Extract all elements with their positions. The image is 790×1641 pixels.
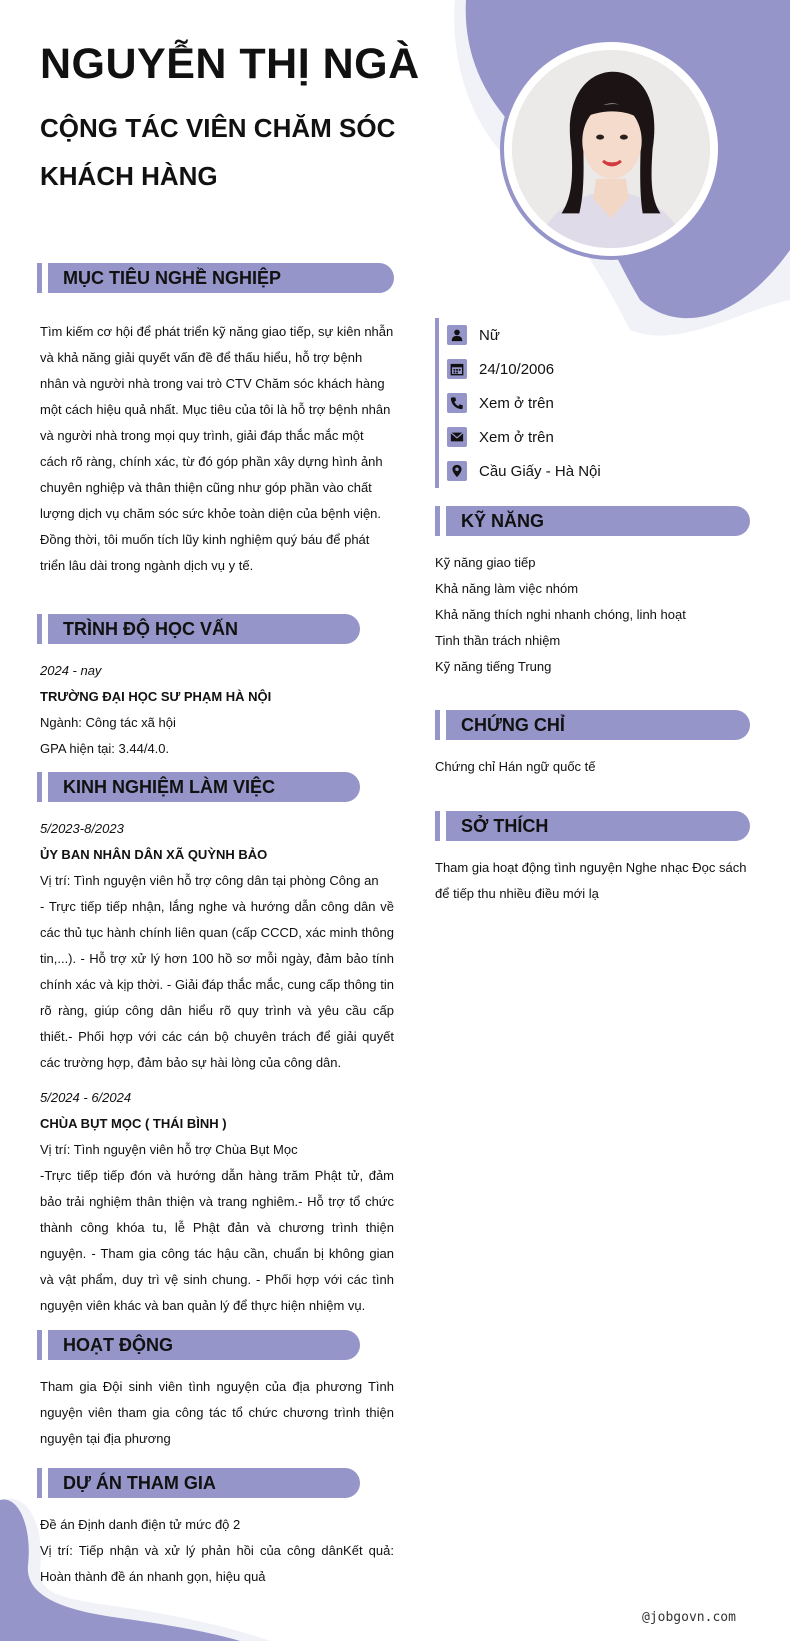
skill-item: Kỹ năng tiếng Trung	[435, 659, 552, 674]
contact-email	[447, 420, 755, 454]
experience-job-2	[40, 1085, 394, 1319]
contact-gender	[447, 318, 755, 352]
section-title: HOẠT ĐỘNG	[63, 1335, 173, 1355]
skill-item: Kỹ năng giao tiếp	[435, 555, 536, 570]
education-date: 2024 - nay	[40, 663, 102, 678]
job-date: 5/2024 - 6/2024	[40, 1090, 132, 1105]
contact-phone	[447, 386, 755, 420]
contact-address	[447, 454, 755, 488]
section-header-experience	[48, 772, 360, 802]
education-major: Ngành: Công tác xã hội	[40, 715, 176, 730]
skill-item: Khả năng thích nghi nhanh chóng, linh hoạt	[435, 607, 686, 622]
project-detail: Vị trí: Tiếp nhận và xử lý phản hồi của công dânKết quả: Hoàn thành đề án nhanh gọn, hiệu quả	[40, 1543, 394, 1584]
location-icon	[447, 461, 467, 481]
contact-value: 24/10/2006	[479, 360, 555, 378]
job-title: CỘNG TÁC VIÊN CHĂM SÓC KHÁCH HÀNG	[40, 113, 396, 191]
project-name: Đề án Định danh điện tử mức độ 2	[40, 1517, 241, 1532]
job-position: Vị trí: Tình nguyện viên hỗ trợ Chùa Bụt Mọc	[40, 1142, 298, 1157]
education-block	[40, 658, 394, 762]
experience-job-1	[40, 816, 394, 1076]
section-title: MỤC TIÊU NGHỀ NGHIỆP	[63, 268, 282, 288]
contact-value: Nữ	[479, 326, 500, 344]
section-header-projects	[48, 1468, 360, 1498]
projects-block	[40, 1512, 394, 1590]
contact-info	[435, 318, 755, 488]
education-gpa: GPA hiện tại: 3.44/4.0.	[40, 741, 170, 756]
section-header-skills	[446, 506, 750, 536]
job-organization: CHÙA BỤT MỌC ( THÁI BÌNH )	[40, 1116, 227, 1131]
section-title: KINH NGHIỆM LÀM VIỆC	[63, 777, 276, 797]
profile-photo	[500, 38, 722, 260]
contact-value: Xem ở trên	[479, 428, 554, 446]
job-date: 5/2023-8/2023	[40, 821, 124, 836]
objective-text: Tìm kiếm cơ hội để phát triển kỹ năng giao tiếp, sự kiên nhẫn và khả năng giải quyết vấn đề để thấu hiểu, hỗ trợ bệnh nhân và người nhà trong vai trò CTV Chăm sóc khách hàng một cách hiệu quả nhất. Mục tiêu của tôi là hỗ trợ bệnh nhân và người nhà trong mọi quy trình, giải đáp thắc mắc một cách rõ ràng, chính xác, từ đó góp phần xây dựng hình ảnh chuyên nghiệp và thân thiện cũng như góp phần vào chất lượng dịch vụ chăm sóc sức khỏe toàn diện của bệnh viện. Đồng thời, tôi muốn tích lũy kinh nghiệm quý báu để phát triển lâu dài trong ngành dịch vụ y tế.	[40, 324, 394, 573]
certificate-text: Chứng chỉ Hán ngữ quốc tế	[435, 759, 596, 774]
section-title: KỸ NĂNG	[461, 511, 545, 531]
section-title: CHỨNG CHỈ	[461, 715, 565, 735]
section-title: SỞ THÍCH	[461, 816, 549, 836]
activities-text: Tham gia Đội sinh viên tình nguyện của địa phương Tình nguyện viên tham gia công tác tổ chức chương trình thiện nguyện tại địa phương	[40, 1379, 394, 1446]
skill-item: Khả năng làm việc nhóm	[435, 581, 579, 596]
job-position: Vị trí: Tình nguyện viên hỗ trợ công dân tại phòng Công an	[40, 873, 379, 888]
education-school: TRƯỜNG ĐẠI HỌC SƯ PHẠM HÀ NỘI	[40, 689, 272, 704]
phone-icon	[447, 393, 467, 413]
skills-list	[435, 550, 755, 680]
job-description: - Trực tiếp tiếp nhận, lắng nghe và hướng dẫn công dân về các thủ tục hành chính liên quan (cấp CCCD, xác minh thông tin,...). - Hỗ trợ xử lý hơn 100 hồ sơ mỗi ngày, đảm bảo tính chính xác và kịp thời. - Giải đáp thắc mắc, cung cấp thông tin rõ ràng, giúp công dân hiểu rõ quy trình và yêu cầu cấp thiết.- Phối hợp với các cán bộ chuyên trách để giải quyết các trường hợp, đảm bảo sự hài lòng của công dân.	[40, 899, 394, 1070]
mail-icon	[447, 427, 467, 447]
section-header-activities	[48, 1330, 360, 1360]
section-title: DỰ ÁN THAM GIA	[63, 1473, 216, 1493]
skill-item: Tinh thần trách nhiệm	[435, 633, 561, 648]
section-header-objective	[48, 263, 394, 293]
calendar-icon	[447, 359, 467, 379]
section-header-hobbies	[446, 811, 750, 841]
hobbies-text: Tham gia hoạt động tình nguyện Nghe nhạc Đọc sách để tiếp thu nhiều điều mới lạ	[435, 860, 747, 901]
section-header-education	[48, 614, 360, 644]
candidate-name: NGUYỄN THỊ NGÀ	[40, 40, 420, 88]
section-title: TRÌNH ĐỘ HỌC VẤN	[63, 619, 238, 639]
watermark: @jobgovn.com	[642, 1610, 736, 1625]
job-organization: ỦY BAN NHÂN DÂN XÃ QUỲNH BẢO	[40, 847, 268, 862]
contact-value: Cầu Giấy - Hà Nội	[479, 462, 601, 480]
job-description: -Trực tiếp tiếp đón và hướng dẫn hàng trăm Phật tử, đảm bảo trải nghiệm thân thiện và trang nghiêm.- Hỗ trợ tổ chức thành công khóa tu, lễ Phật đản và chương trình thiện nguyện. - Tham gia công tác hậu cần, chuẩn bị không gian và vật phẩm, duy trì vệ sinh chung. - Phối hợp với các tình nguyện viên khác và ban quản lý để thực hiện nhiệm vụ.	[40, 1168, 394, 1313]
person-icon	[447, 325, 467, 345]
section-header-certificates	[446, 710, 750, 740]
contact-value: Xem ở trên	[479, 394, 554, 412]
contact-birthday	[447, 352, 755, 386]
